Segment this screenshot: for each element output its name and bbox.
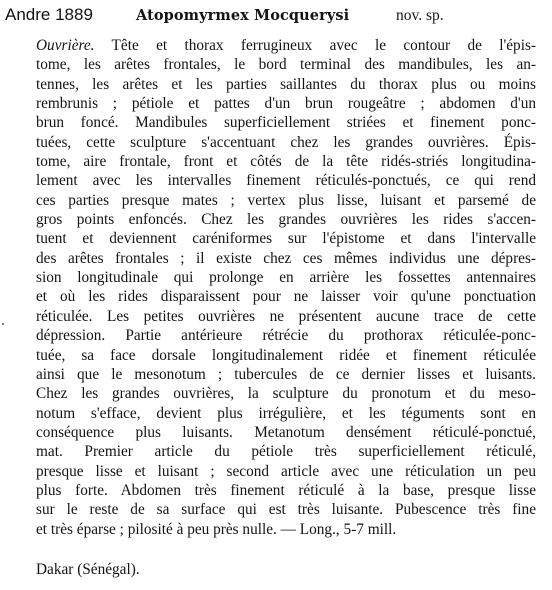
source-reference: Andre 1889 (5, 5, 93, 24)
description-line: et où les rides disparaissent pour ne laisser voir qu'une ponctuation (36, 288, 536, 306)
description-line: tuée, sa face dorsale longitudinalement ridée et finement réticulée (36, 346, 536, 364)
description-line: lement avec les intervalles finement réticulés-ponctués, ce qui rend (36, 172, 536, 190)
description-line: notum s'efface, devient plus irrégulière, et les téguments sont en (36, 404, 536, 422)
description-line: presque lisse et luisant ; second article avec une réticulation un peu (36, 462, 536, 480)
description-line: sion longitudinale qui prolonge en arrière les fossettes antennaires (36, 269, 536, 287)
species-name: Atopomyrmex Mocquerysi (136, 7, 350, 24)
nomenclature-status: nov. sp. (396, 7, 444, 24)
description-line: gros points enfoncés. Chez les grandes ouvrières les rides s'accen- (36, 211, 536, 229)
description-line: mat. Premier article du pétiole très superficiellement réticulé, (36, 443, 536, 461)
description-line: tome, les arêtes frontales, le bord terminal des mandibules, les an- (36, 56, 536, 74)
species-header (0, 3, 552, 29)
caste-label: Ouvrière. (36, 37, 95, 54)
description-line: ainsi que le mesonotum ; tubercules de ce dernier lisses et luisants. (36, 365, 536, 383)
species-description (36, 36, 536, 539)
description-line: conséquence plus luisants. Metanotum densément réticulé-ponctué, (36, 423, 536, 441)
description-line: Ouvrière. Tête et thorax ferrugineux avec le contour de l'épis- (36, 37, 536, 54)
description-line: réticulée. Les petites ouvrières ne présentent aucune trace de cette (36, 307, 536, 325)
margin-dot (2, 323, 4, 325)
description-line: et très éparse ; pilosité à peu près nulle. — Long., 5-7 mill. (36, 520, 397, 538)
description-line: tennes, les arêtes et les parties saillantes du thorax plus ou moins (36, 75, 536, 93)
description-line: tome, aire frontale, front et côtés de la tête ridés-striés longitudina- (36, 153, 536, 171)
description-line: sur le reste de sa surface qui est très luisante. Pubescence très fine (36, 501, 536, 519)
description-line: plus forte. Abdomen très finement réticulé à la base, presque lisse (36, 481, 536, 499)
description-line: dépression. Partie antérieure rétrécie du prothorax réticulée-ponc- (36, 327, 536, 345)
description-line: tuées, cette sculpture s'accentuant chez les grandes ouvrières. Épis- (36, 133, 536, 151)
description-line: tuent et deviennent caréniformes sur l'épistome et dans l'intervalle (36, 230, 536, 248)
description-line: rembrunis ; pétiole et pattes d'un brun rougeâtre ; abdomen d'un (36, 95, 536, 113)
description-line: brun foncé. Mandibules superficiellement striées et finement ponc- (36, 114, 536, 132)
type-locality: Dakar (Sénégal). (36, 561, 140, 578)
description-line: des arêtes frontales ; il existe chez ces mêmes individus une dépres- (36, 249, 536, 267)
description-line: ces parties presque mates ; vertex plus lisse, luisant et parsemé de (36, 191, 536, 209)
description-line: Chez les grandes ouvrières, la sculpture du pronotum et du meso- (36, 385, 536, 403)
